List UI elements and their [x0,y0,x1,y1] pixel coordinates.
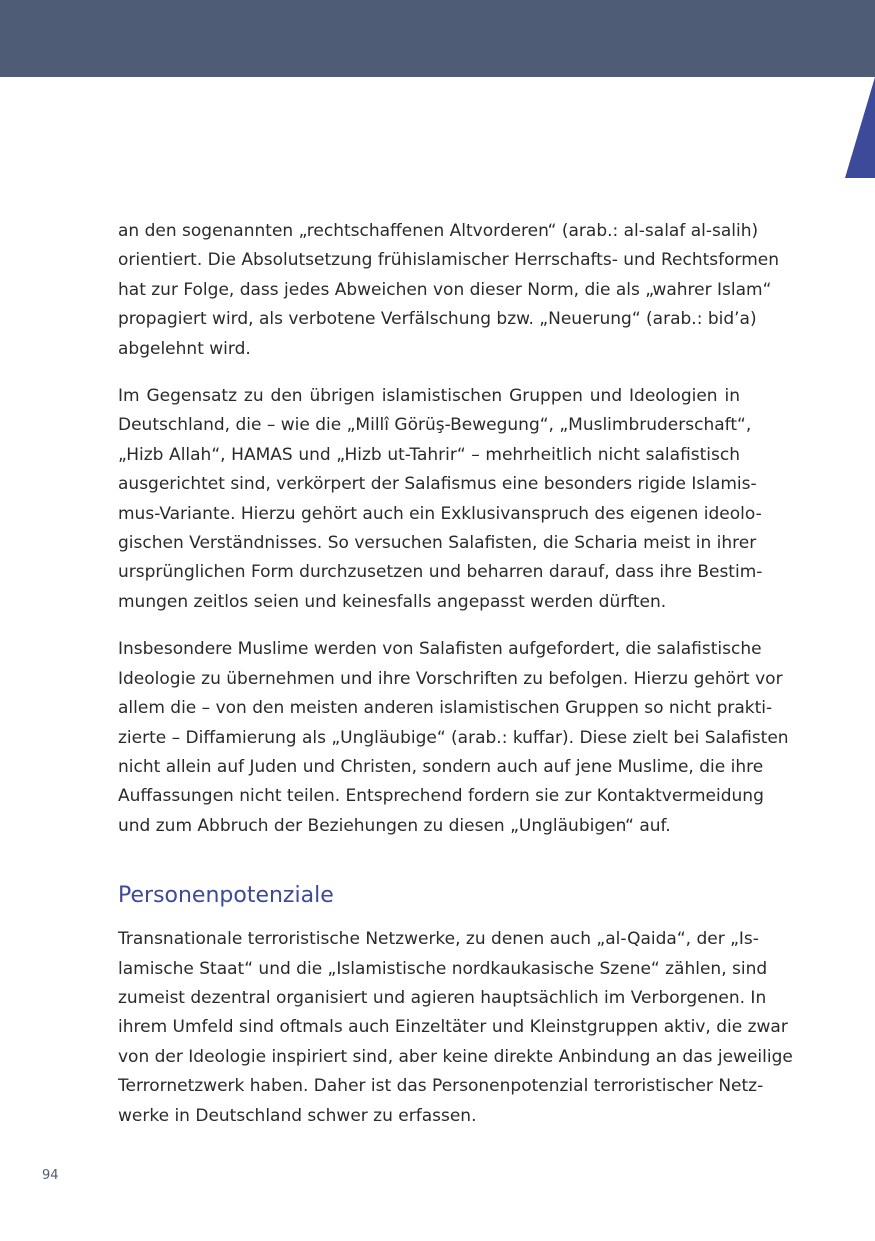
section-paragraph [118,925,793,1131]
text-line: nicht allein auf Juden und Christen, sondern auch auf jene Muslime, die ihre [118,756,764,777]
page-content [118,217,793,1149]
text-line: Auffassungen nicht teilen. Entsprechend fordern sie zur Kontaktvermeidung [118,786,764,807]
text-line: ihrem Umfeld sind oftmals auch Einzeltäter und Kleinstgruppen aktiv, die zwar [118,1017,788,1038]
text-line: ursprünglichen Form durchzusetzen und beharren darauf, dass ihre Bestim- [118,562,763,583]
paragraph-3 [118,635,789,841]
text-line: an den sogenannten „rechtschaffenen Altvorderen“ (arab.: al-salaf al-salih) [118,221,759,241]
text-line: von der Ideologie inspiriert sind, aber keine direkte Anbindung an das jeweilige [118,1046,793,1067]
text-line: Ideologie zu übernehmen und ihre Vorschriften zu befolgen. Hierzu gehört vor [118,668,783,689]
page-number: 94 [42,1168,59,1183]
text-line: und zum Abbruch der Beziehungen zu diesen „Ungläubigen“ auf. [118,815,671,836]
text-line: allem die – von den meisten anderen islamistischen Gruppen so nicht prakti- [118,698,773,719]
paragraph-2 [118,382,763,617]
text-line: Deutschland, die – wie die „Millî Görüş-Bewegung“, „Muslimbruderschaft“, [118,415,752,436]
text-line: Terrornetzwerk haben. Daher ist das Personenpotenzial terroristischer Netz- [118,1076,764,1097]
text-line: mus-Variante. Hierzu gehört auch ein Exklusivanspruch des eigenen ideolo- [118,503,762,524]
section-heading: Personenpotenziale [118,883,334,909]
text-line: „Hizb Allah“, HAMAS und „Hizb ut-Tahrir“ – mehrheitlich nicht salafistisch [118,444,740,465]
text-line: propagiert wird, als verbotene Verfälschung bzw. „Neuerung“ (arab.: bid’a) [118,309,757,330]
header-band [0,0,875,77]
text-line: mungen zeitlos seien und keinesfalls angepasst werden dürften. [118,591,667,612]
text-line: lamische Staat“ und die „Islamistische nordkaukasische Szene“ zählen, sind [118,958,768,979]
text-line: gischen Verständnisses. So versuchen Salafisten, die Scharia meist in ihrer [118,533,757,554]
text-line: Insbesondere Muslime werden von Salafisten aufgefordert, die salafistische [118,639,762,660]
corner-tab-decoration [845,77,875,178]
text-line: hat zur Folge, dass jedes Abweichen von dieser Norm, die als „wahrer Islam“ [118,279,772,300]
text-line: orientiert. Die Absolutsetzung frühislamischer Herrschafts- und Rechtsformen [118,250,780,271]
text-line: zierte – Diffamierung als „Ungläubige“ (arab.: kuffar). Diese zielt bei Salafisten [118,727,789,748]
text-line: ausgerichtet sind, verkörpert der Salafismus eine besonders rigide Islamis- [118,474,757,495]
text-line: abgelehnt wird. [118,338,251,359]
text-line: Transnationale terroristische Netzwerke, zu denen auch „al-Qaida“, der „Is- [118,929,759,950]
text-line: zumeist dezentral organisiert und agieren hauptsächlich im Verborgenen. In [118,987,767,1008]
text-line: werke in Deutschland schwer zu erfassen. [118,1105,477,1126]
text-line: Im Gegensatz zu den übrigen islamistischen Gruppen und Ideologien in [118,386,740,407]
paragraph-1 [118,217,780,364]
